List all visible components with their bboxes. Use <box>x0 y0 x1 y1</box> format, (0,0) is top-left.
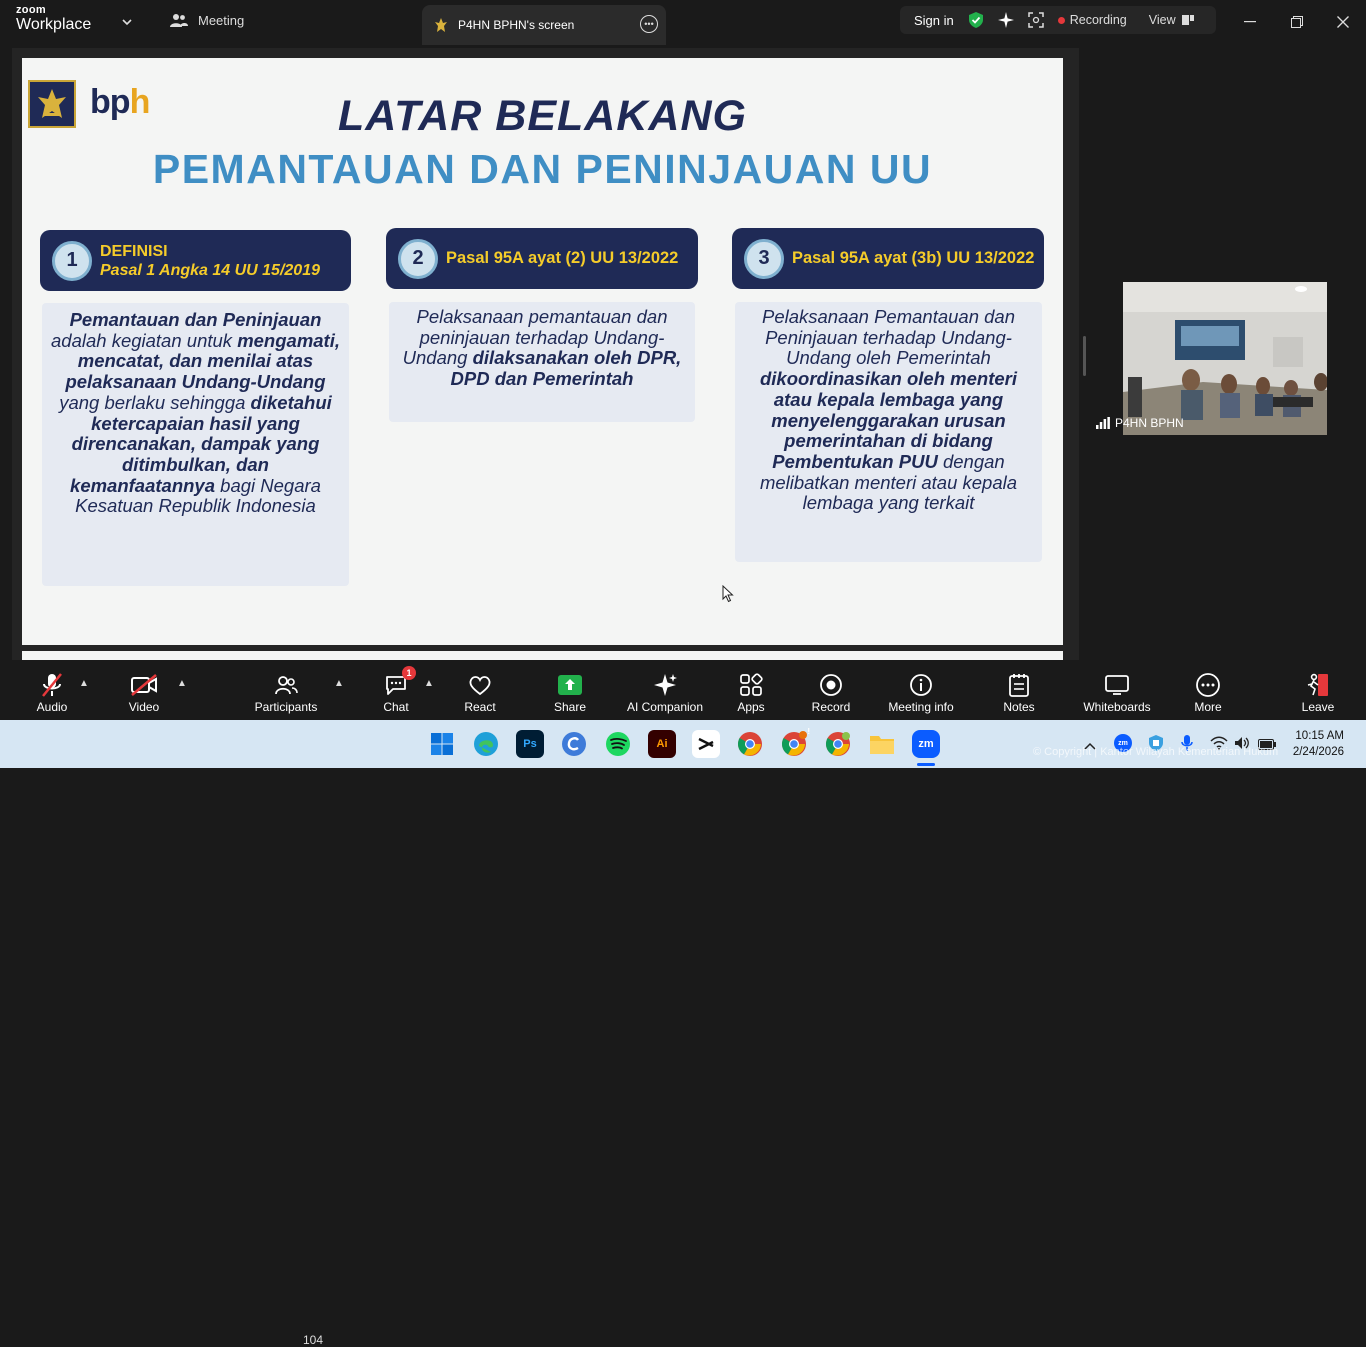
column-1-title: DEFINISI Pasal 1 Angka 14 UU 15/2019 <box>100 242 320 279</box>
column-2-header <box>386 228 698 289</box>
column-3-text-segment: Pelaksanaan Pemantauan dan Peninjauan terhadap Undang-Undang oleh Pemerintah <box>761 306 1016 369</box>
chat-unread-badge: 1 <box>402 666 416 680</box>
record-icon <box>819 673 843 697</box>
notes-icon <box>1008 673 1030 697</box>
canva-icon[interactable] <box>560 730 588 758</box>
notes-button[interactable]: Notes <box>999 660 1039 720</box>
ai-sparkle-icon[interactable] <box>998 12 1014 28</box>
column-3-body <box>735 302 1042 562</box>
camera-off-icon <box>130 674 158 696</box>
chevron-down-icon[interactable] <box>122 17 132 27</box>
security-shield-icon[interactable] <box>968 11 984 29</box>
column-2-text-segment: Pelaksanaan pemantauan dan peninjauan terhadap Undang-Undang <box>402 306 668 369</box>
system-clock[interactable] <box>1293 728 1344 760</box>
next-slide-strip <box>22 651 1063 660</box>
audio-options-chevron-icon[interactable]: ▲ <box>79 678 89 689</box>
sign-in-button[interactable]: Sign in <box>914 12 954 28</box>
info-icon <box>909 673 933 697</box>
copyright-watermark: © Copyright | Kantor Wilayah Kementerian Hukum <box>1033 746 1279 758</box>
video-button[interactable]: Video <box>122 660 166 720</box>
people-icon <box>170 12 188 28</box>
record-button[interactable]: Record <box>809 660 853 720</box>
audio-button[interactable]: Audio <box>30 660 74 720</box>
brand-bottom: Workplace <box>16 16 92 33</box>
signal-bars-icon <box>1096 417 1110 429</box>
tab-meeting[interactable] <box>170 12 244 28</box>
bphn-emblem-icon <box>434 17 448 33</box>
column-3-title: Pasal 95A ayat (3b) UU 13/2022 <box>792 249 1035 267</box>
participants-icon <box>274 674 298 696</box>
video-feed-icon <box>1123 282 1327 435</box>
windows-start-icon[interactable] <box>428 730 456 758</box>
tab-shared-screen-label: P4HN BPHN's screen <box>458 18 575 32</box>
meeting-info-button[interactable]: Meeting info <box>884 660 958 720</box>
clock-time: 10:15 AM <box>1295 730 1344 742</box>
column-3-number: 3 <box>744 239 784 279</box>
capcut-icon[interactable] <box>692 730 720 758</box>
column-2-body <box>389 302 695 422</box>
view-button[interactable] <box>1149 13 1194 27</box>
chat-options-chevron-icon[interactable]: ▲ <box>424 678 434 689</box>
leave-button[interactable]: Leave <box>1298 660 1338 720</box>
video-options-chevron-icon[interactable]: ▲ <box>177 678 187 689</box>
windows-taskbar <box>0 720 1366 768</box>
apps-button[interactable]: Apps <box>733 660 769 720</box>
column-1-text-segment: yang berlaku sehingga <box>59 391 251 413</box>
column-2-number: 2 <box>398 239 438 279</box>
column-3-header <box>732 228 1044 289</box>
column-1-text-segment: adalah kegiatan untuk <box>51 329 238 351</box>
heart-icon <box>468 674 492 696</box>
slide-title: LATAR BELAKANG <box>338 92 747 140</box>
file-explorer-icon[interactable] <box>868 730 896 758</box>
participant-name-label <box>1096 416 1184 430</box>
edge-browser-icon[interactable] <box>472 730 500 758</box>
tab-meeting-label: Meeting <box>198 12 245 28</box>
participant-count: 104 <box>303 1333 324 1347</box>
tray-zoom-icon[interactable]: zm <box>1114 734 1132 752</box>
more-button[interactable]: More <box>1188 660 1228 720</box>
participants-button[interactable]: Participants <box>250 660 322 720</box>
chrome-profile-2-icon[interactable] <box>824 730 852 758</box>
zoom-app-icon[interactable]: zm <box>912 730 940 758</box>
view-layout-icon <box>1182 14 1194 26</box>
column-1-number: 1 <box>52 241 92 281</box>
share-screen-icon <box>557 674 583 696</box>
spotify-icon[interactable] <box>604 730 632 758</box>
zoom-workplace-logo[interactable] <box>16 5 91 33</box>
focus-frame-icon[interactable] <box>1028 12 1044 28</box>
react-button[interactable]: React <box>460 660 500 720</box>
microphone-muted-icon <box>41 672 63 698</box>
participants-options-chevron-icon[interactable]: ▲ <box>334 678 344 689</box>
panel-resize-handle[interactable] <box>1083 336 1086 376</box>
shared-slide[interactable] <box>22 58 1063 645</box>
apps-grid-icon <box>739 673 763 697</box>
column-1-text-segment: Pemantauan dan Peninjauan <box>69 309 322 330</box>
leave-icon <box>1305 672 1331 698</box>
clock-date: 2/24/2026 <box>1292 746 1344 758</box>
bphn-logo: bph <box>90 83 150 121</box>
record-dot-icon <box>1058 17 1065 24</box>
share-button[interactable]: Share <box>550 660 590 720</box>
slide-subtitle: PEMANTAUAN DAN PENINJAUAN UU <box>152 146 933 192</box>
whiteboards-button[interactable]: Whiteboards <box>1080 660 1154 720</box>
view-label: View <box>1148 13 1176 27</box>
column-2-text-segment: dilaksanakan oleh DPR, DPD dan Pemerintah <box>450 347 682 390</box>
mouse-cursor-icon <box>722 585 734 603</box>
column-1-text-segment: mengamati, mencatat, dan menilai atas pelaksanaan Undang-Undang <box>65 329 340 393</box>
column-1-text-segment: diketahui ketercapaian hasil yang direncanakan, dampak yang ditimbulkan, dan kemanfaatannya <box>70 391 332 496</box>
minimize-icon[interactable] <box>1240 12 1260 32</box>
more-dots-icon <box>1195 672 1221 698</box>
ai-companion-sparkle-icon <box>652 672 678 698</box>
ai-companion-button[interactable]: AI Companion <box>622 660 708 720</box>
more-options-icon[interactable]: ••• <box>640 15 658 33</box>
header-controls <box>900 6 1216 34</box>
tab-shared-screen[interactable] <box>422 5 666 45</box>
column-3-text-segment: dengan melibatkan menteri atau kepala lembaga yang terkait <box>759 450 1018 514</box>
title-bar <box>0 0 1366 46</box>
restore-icon[interactable] <box>1287 12 1307 32</box>
close-icon[interactable] <box>1333 12 1353 32</box>
photoshop-icon[interactable]: Ps <box>516 730 544 758</box>
recording-indicator[interactable] <box>1058 13 1127 27</box>
active-app-indicator <box>917 763 935 766</box>
recording-label: Recording <box>1069 13 1127 27</box>
brand-top: zoom <box>16 4 46 16</box>
whiteboard-icon <box>1104 674 1130 696</box>
column-2-title: Pasal 95A ayat (2) UU 13/2022 <box>446 249 679 267</box>
chrome-icon[interactable] <box>736 730 764 758</box>
chrome-notification-badge: ! <box>807 727 810 736</box>
chat-button[interactable]: 1 Chat <box>380 660 412 720</box>
column-3-text-segment: dikoordinasikan oleh menteri atau kepala lembaga yang menyelenggarakan urusan pemerintahan di bidang Pembentukan PUU <box>759 368 1017 472</box>
participant-name: P4HN BPHN <box>1115 416 1184 430</box>
chrome-profile-icon[interactable] <box>780 727 810 758</box>
column-1-header <box>40 230 351 291</box>
column-1-text-segment: bagi Negara Kesatuan Republik Indonesia <box>75 474 321 517</box>
participant-video-tile[interactable] <box>1123 282 1327 435</box>
illustrator-icon[interactable]: Ai <box>648 730 676 758</box>
column-1-body <box>42 303 349 586</box>
